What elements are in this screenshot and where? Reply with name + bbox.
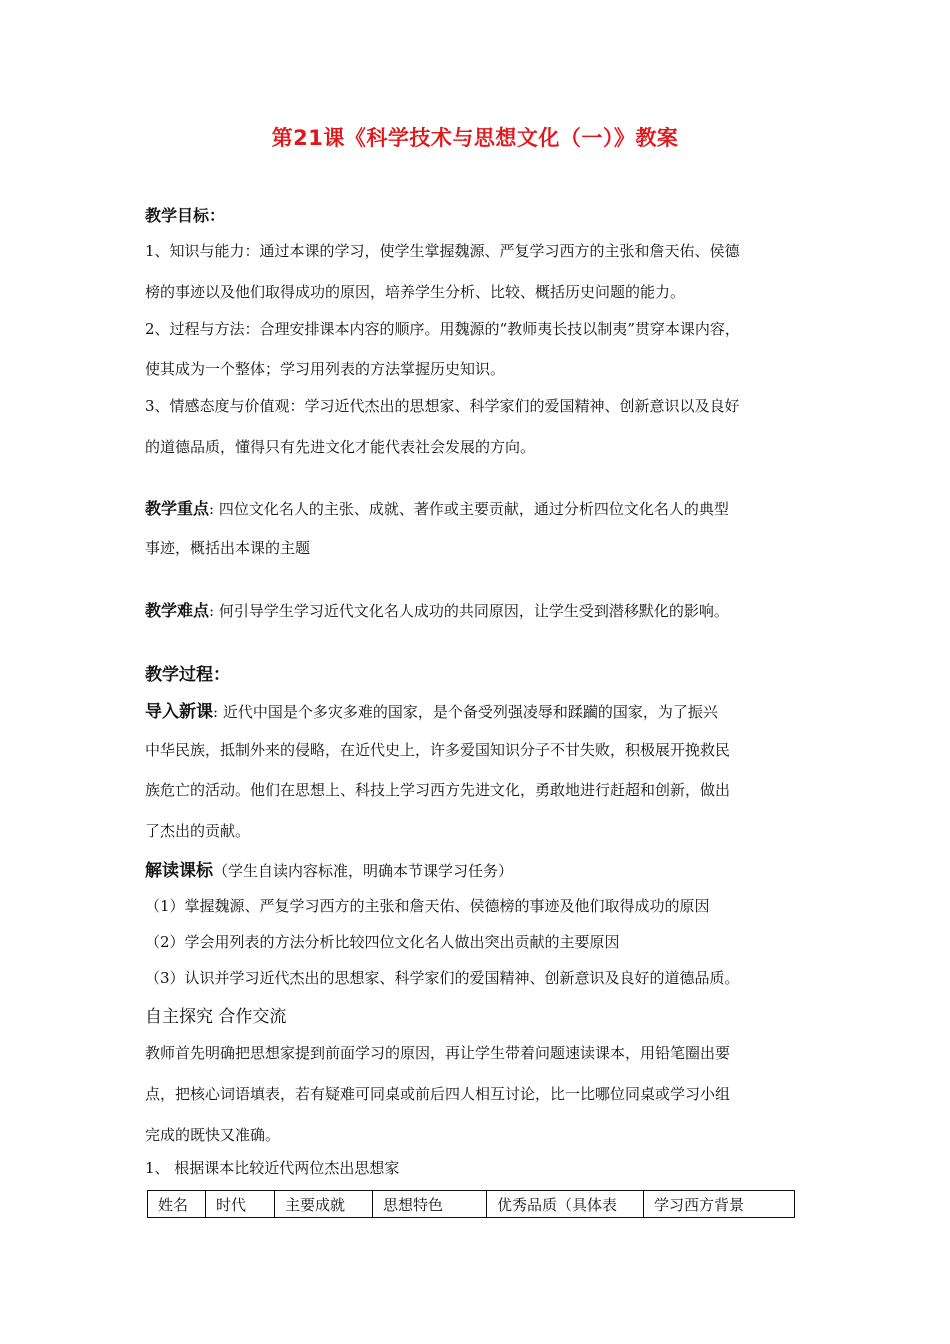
intro-line-4: 了杰出的贡献。 bbox=[145, 822, 251, 840]
table-header-cell: 思想特色 bbox=[373, 1191, 487, 1218]
objective-3-line-1: 3、情感态度与价值观：学习近代杰出的思想家、科学家们的爱国精神、创新意识以及良好 bbox=[145, 397, 740, 415]
table-header-cell: 姓名 bbox=[148, 1191, 206, 1218]
explore-line-3: 完成的既快又准确。 bbox=[145, 1126, 281, 1144]
difficulties-text: : 何引导学生学习近代文化名人成功的共同原因，让学生受到潜移默化的影响。 bbox=[209, 602, 729, 620]
intro-text: : 近代中国是个多灾多难的国家，是个备受列强凌辱和蹂躏的国家，为了振兴 bbox=[213, 703, 718, 721]
key-points-text: : 四位文化名人的主张、成就、著作或主要贡献，通过分析四位文化名人的典型 bbox=[209, 500, 729, 518]
objective-1-line-1: 1、知识与能力：通过本课的学习，使学生掌握魏源、严复学习西方的主张和詹天佑、侯德 bbox=[145, 242, 740, 260]
table-header-cell: 时代 bbox=[206, 1191, 275, 1218]
key-points-line-1 bbox=[145, 496, 729, 519]
explore-line-2: 点，把核心词语填表，若有疑难可同桌或前后四人相互讨论，比一比哪位同桌或学习小组 bbox=[145, 1085, 731, 1103]
difficulties-line bbox=[145, 598, 729, 621]
intro-label: 导入新课 bbox=[145, 702, 213, 722]
table-header-cell: 学习西方背景 bbox=[644, 1191, 795, 1218]
table-caption: 1、 根据课本比较近代两位杰出思想家 bbox=[145, 1159, 400, 1177]
objective-2-line-1: 2、过程与方法：合理安排课本内容的顺序。用魏源的“教师夷长技以制夷”贯穿本课内容， bbox=[145, 320, 740, 338]
intro-line-1 bbox=[145, 697, 718, 722]
standards-note: （学生自读内容标准，明确本节课学习任务） bbox=[213, 862, 514, 880]
standards-line bbox=[145, 856, 513, 881]
document-title: 第21课《科学技术与思想文化（一）》教案 bbox=[271, 126, 679, 150]
explore-heading: 自主探究 合作交流 bbox=[145, 1007, 287, 1027]
objective-1-line-2: 榜的事迹以及他们取得成功的原因，培养学生分析、比较、概括历史问题的能力。 bbox=[145, 283, 686, 301]
standards-label: 解读课标 bbox=[145, 861, 213, 881]
table-header-row bbox=[148, 1191, 795, 1218]
intro-line-2: 中华民族，抵制外来的侵略，在近代史上，许多爱国知识分子不甘失败，积极展开挽救民 bbox=[145, 741, 731, 759]
key-points-label: 教学重点 bbox=[145, 499, 210, 518]
standard-1: （1）掌握魏源、严复学习西方的主张和詹天佑、侯德榜的事迹及他们取得成功的原因 bbox=[145, 897, 710, 915]
table-header-cell: 主要成就 bbox=[275, 1191, 373, 1218]
explore-line-1: 教师首先明确把思想家提到前面学习的原因，再让学生带着问题速读课本，用铅笔圈出要 bbox=[145, 1044, 731, 1062]
table-header-cell: 优秀品质（具体表 bbox=[487, 1191, 644, 1218]
difficulties-label: 教学难点 bbox=[145, 601, 210, 620]
thinkers-table bbox=[147, 1190, 795, 1218]
key-points-line-2: 事迹，概括出本课的主题 bbox=[145, 539, 311, 557]
intro-line-3: 族危亡的活动。他们在思想上、科技上学习西方先进文化，勇敢地进行赶超和创新，做出 bbox=[145, 781, 731, 799]
objectives-heading: 教学目标： bbox=[145, 206, 226, 225]
objective-2-line-2: 使其成为一个整体；学习用列表的方法掌握历史知识。 bbox=[145, 360, 506, 378]
standard-3: （3）认识并学习近代杰出的思想家、科学家们的爱国精神、创新意识及良好的道德品质。 bbox=[145, 969, 740, 987]
objective-3-line-2: 的道德品质，懂得只有先进文化才能代表社会发展的方向。 bbox=[145, 438, 536, 456]
standard-2: （2）学会用列表的方法分析比较四位文化名人做出突出贡献的主要原因 bbox=[145, 933, 620, 951]
process-heading: 教学过程： bbox=[145, 665, 230, 685]
